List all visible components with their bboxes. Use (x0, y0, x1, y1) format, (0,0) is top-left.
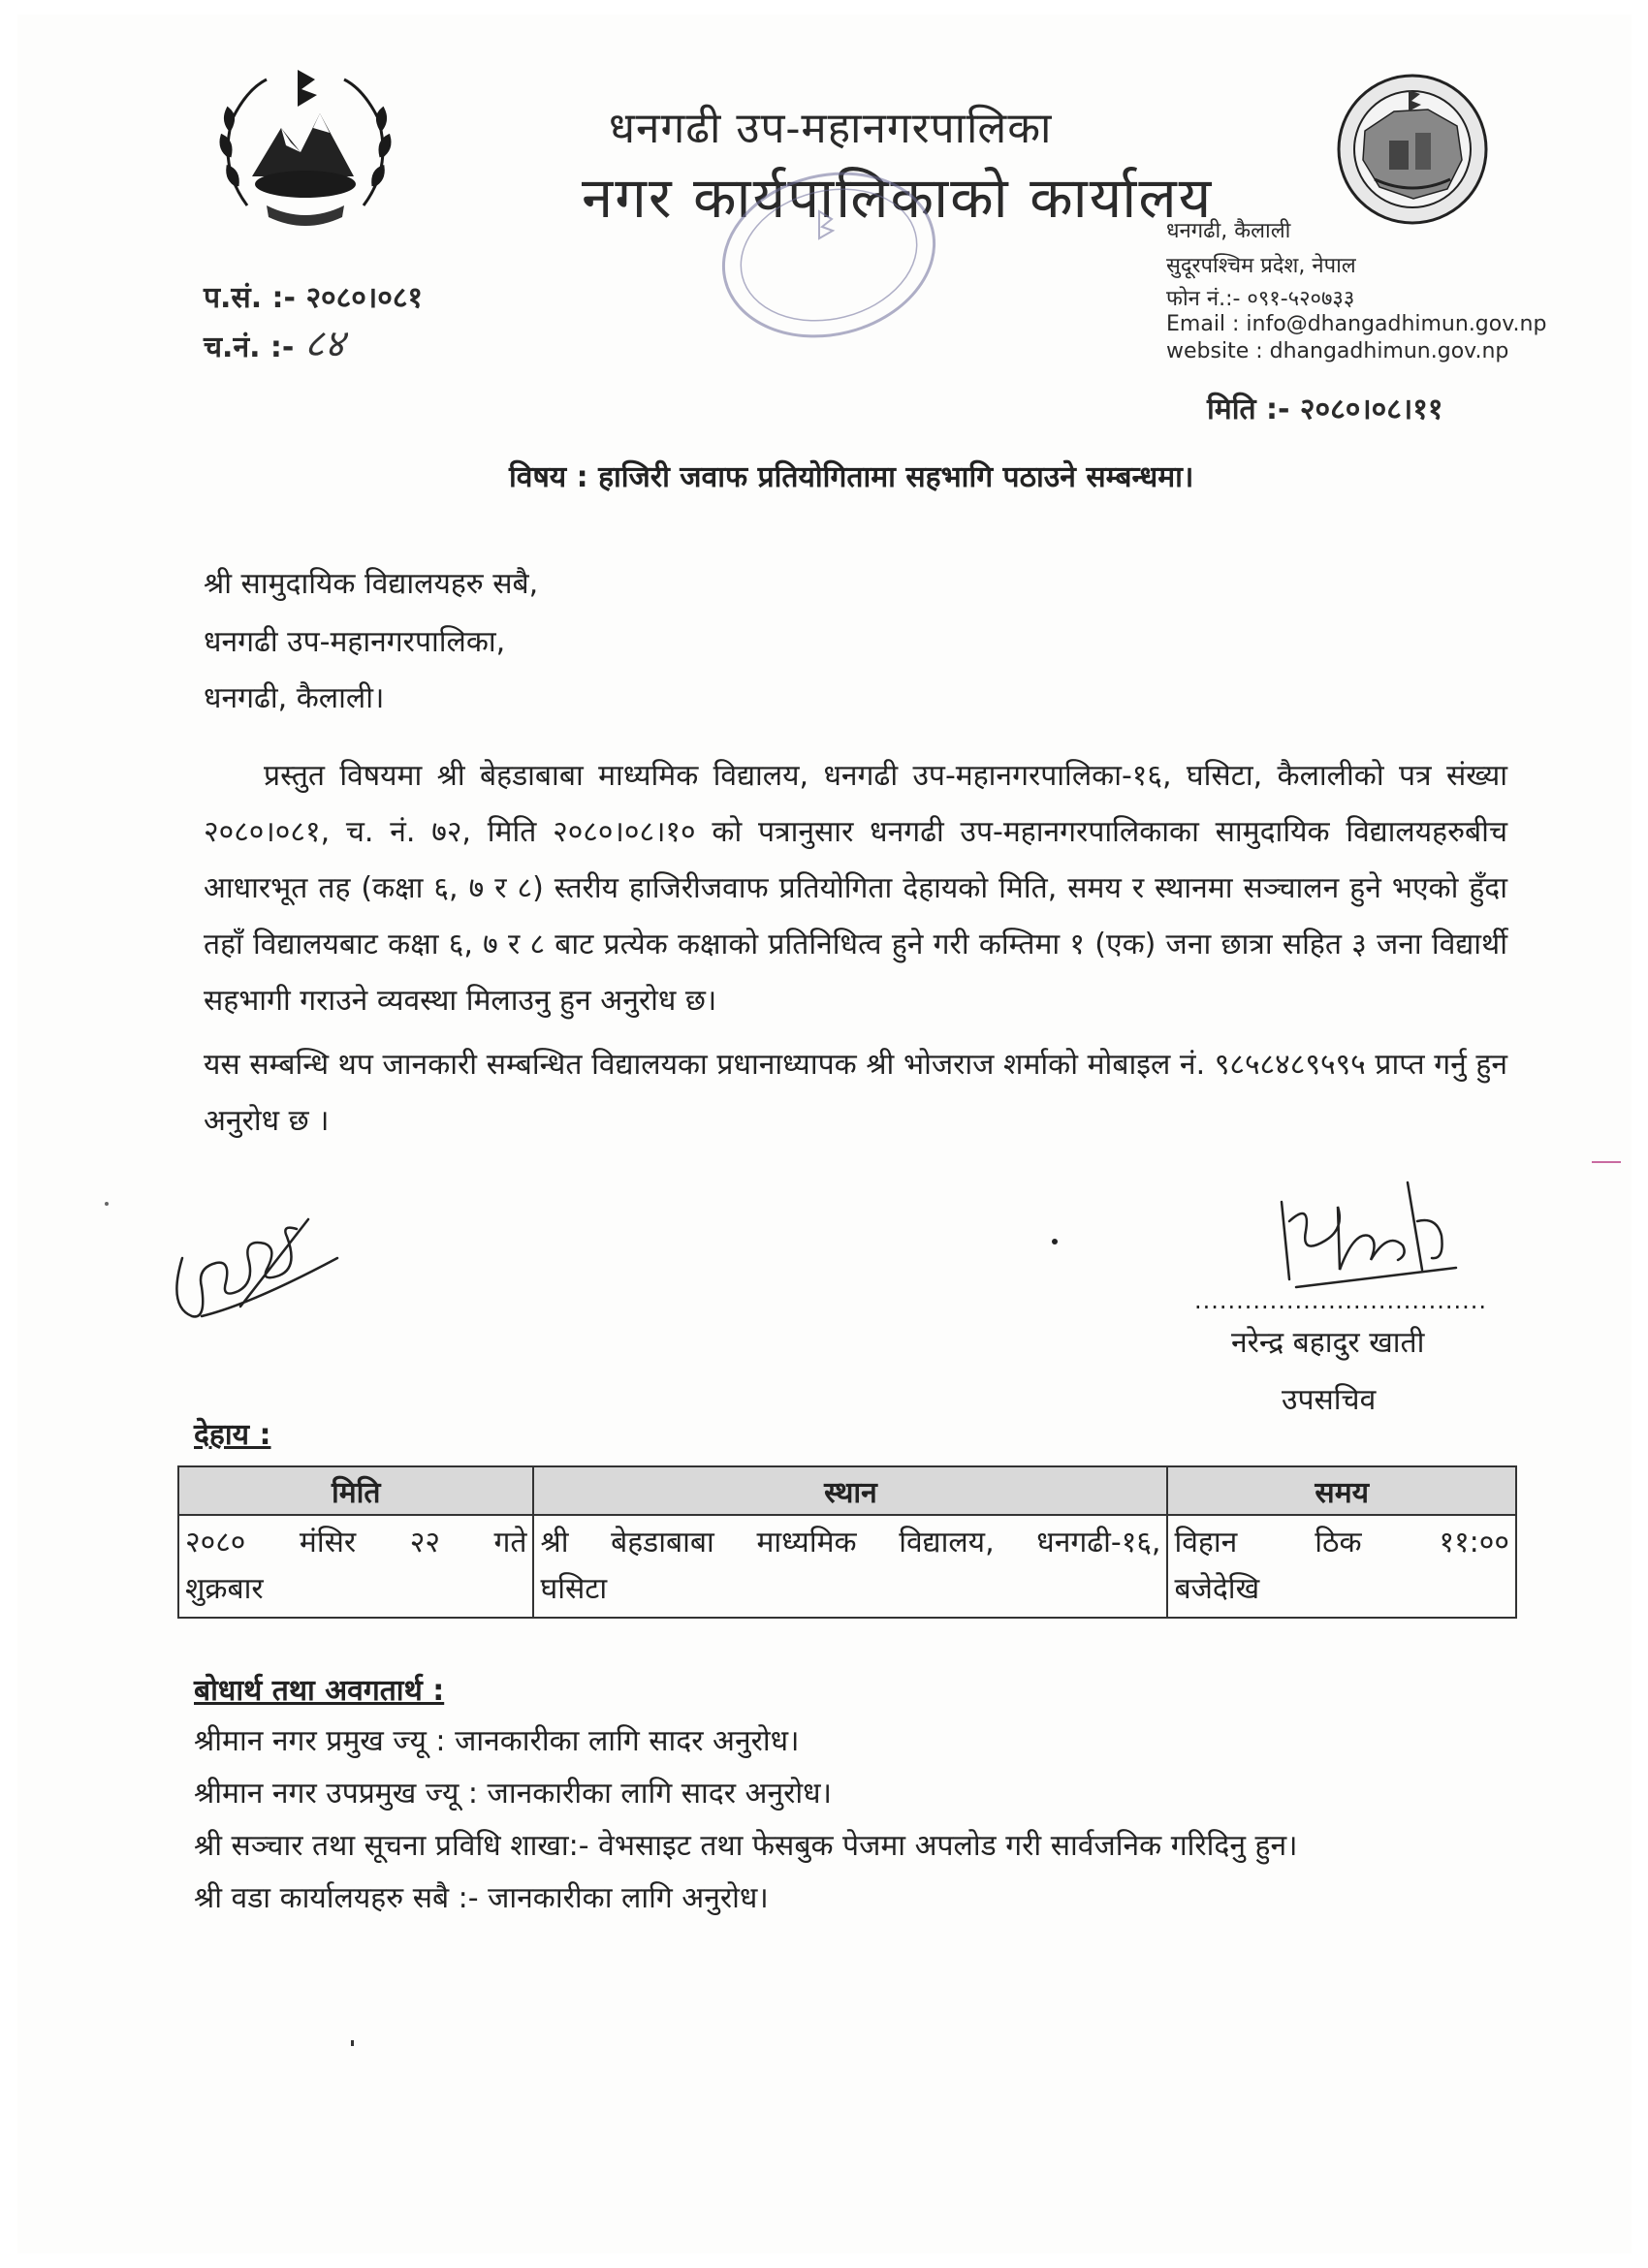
body-paragraph-1-text: प्रस्तुत विषयमा श्री बेहडाबाबा माध्यमिक विद्यालय, धनगढी उप-महानगरपालिका-१६, घसिटा, कैलालीको पत्र संख्या २०८०।०८१, च. नं. ७२, मिति २०८०।०८।१० को पत्रानुसार धनगढी उप-महानगरपालिकाका सामुदायिक विद्यालयहरुबीच आधारभूत तह (कक्षा ६, ७ र ८) स्तरीय हाजिरीजवाफ प्रतियोगिता देहायको मिति, समय र स्थानमा सञ्चालन हुने भएको हुँदा तहाँ विद्यालयबाट कक्षा ६, ७ र ८ बाट प्रत्येक कक्षाको प्रतिनिधित्व हुने गरी कम्तिमा १ (एक) जना छात्रा सहित ३ जना विद्यार्थी सहभागी गराउने व्यवस्था मिलाउनु हुन अनुरोध छ। (204, 759, 1507, 1018)
address-city: धनगढी, कैलाली (1166, 219, 1291, 243)
cell-date-line-2: शुक्रबार (185, 1572, 264, 1606)
schedule-table (177, 1465, 1517, 1619)
header-date: मिति (178, 1466, 533, 1515)
header-time: समय (1167, 1466, 1516, 1515)
nepal-emblem-icon (208, 60, 402, 239)
header-municipality-name: धनगढी उप-महानगरपालिका (609, 104, 1053, 153)
municipality-logo-icon (1336, 73, 1489, 226)
table-row (178, 1515, 1516, 1618)
scan-speck (1052, 1239, 1058, 1244)
header-place: स्थान (533, 1466, 1167, 1515)
cc-item-mayor: श्रीमान नगर प्रमुख ज्यू : जानकारीका लागि सादर अनुरोध। (194, 1724, 800, 1758)
cell-time (1167, 1515, 1516, 1618)
cell-place (533, 1515, 1167, 1618)
cell-place-line-2: घसिटा (540, 1572, 608, 1606)
body-paragraph-2 (204, 1037, 1507, 1150)
header-office-name: नगर कार्यपालिकाको कार्यालय (582, 165, 1214, 231)
office-stamp (703, 163, 965, 366)
chn-label: च.नं. :- (204, 331, 304, 364)
cell-place-line-1: श्री बेहडाबाबा माध्यमिक विद्यालय, धनगढी-१६, (540, 1526, 1161, 1559)
ps-value: २०८०।०८१ (305, 281, 424, 315)
body-paragraph-1 (204, 748, 1507, 1029)
scan-speck (351, 2040, 354, 2046)
cc-heading: बोधार्थ तथा अवगतार्थ : (194, 1674, 445, 1708)
reference-chn (204, 315, 344, 368)
ps-label: प.सं. :- (204, 281, 306, 315)
address-website: website : dhangadhimun.gov.np (1166, 339, 1509, 363)
letter-date: मिति :- २०८०।०८।११ (1207, 393, 1443, 426)
address-province: सुदूरपश्चिम प्रदेश, नेपाल (1166, 254, 1356, 278)
cell-date-line-1: २०८० मंसिर २२ गते (185, 1526, 527, 1559)
body-paragraph-2-text: यस सम्बन्धि थप जानकारी सम्बन्धित विद्यालयका प्रधानाध्यापक श्री भोजराज शर्माको मोबाइल नं. ९८५८४८९५९५ प्राप्त गर्नु हुन अनुरोध छ । (204, 1048, 1507, 1138)
recipient-line-3: धनगढी, कैलाली। (204, 681, 385, 715)
cc-item-ward-offices: श्री वडा कार्यालयहरु सबै :- जानकारीका लागि अनुरोध। (194, 1881, 769, 1915)
chn-value-handwritten: ८४ (303, 322, 345, 366)
recipient-line-1: श्री सामुदायिक विद्यालयहरु सबै, (204, 567, 539, 601)
cc-item-it-section: श्री सञ्चार तथा सूचना प्रविधि शाखा:- वेभसाइट तथा फेसबुक पेजमा अपलोड गरी सार्वजनिक गरिदिनु हुन। (194, 1829, 1298, 1863)
reference-ps (204, 276, 423, 316)
letter-subject: विषय : हाजिरी जवाफ प्रतियोगितामा सहभागि पठाउने सम्बन्धमा। (509, 460, 1194, 494)
recipient-line-2: धनगढी उप-महानगरपालिका, (204, 625, 506, 659)
address-phone: फोन नं.:- ०९१-५२०७३३ (1166, 287, 1355, 311)
scan-speck (105, 1202, 109, 1206)
scan-mark (1592, 1161, 1621, 1163)
cc-item-deputy-mayor: श्रीमान नगर उपप्रमुख ज्यू : जानकारीका लागि सादर अनुरोध। (194, 1777, 832, 1811)
signatory-name: नरेन्द्र बहादुर खाती (1231, 1326, 1425, 1360)
cell-date (178, 1515, 533, 1618)
annex-heading: देहाय : (194, 1418, 271, 1452)
right-signature (1262, 1163, 1466, 1299)
left-signature (163, 1190, 357, 1336)
cell-time-line-1: विहान ठिक ११:०० (1174, 1526, 1509, 1559)
signature-dotted-line: ................................... (1194, 1287, 1488, 1314)
table-header-row (178, 1466, 1516, 1515)
address-email: Email : info@dhangadhimun.gov.np (1166, 312, 1547, 336)
cell-time-line-2: बजेदेखि (1174, 1572, 1260, 1606)
signatory-title: उपसचिव (1282, 1383, 1377, 1417)
